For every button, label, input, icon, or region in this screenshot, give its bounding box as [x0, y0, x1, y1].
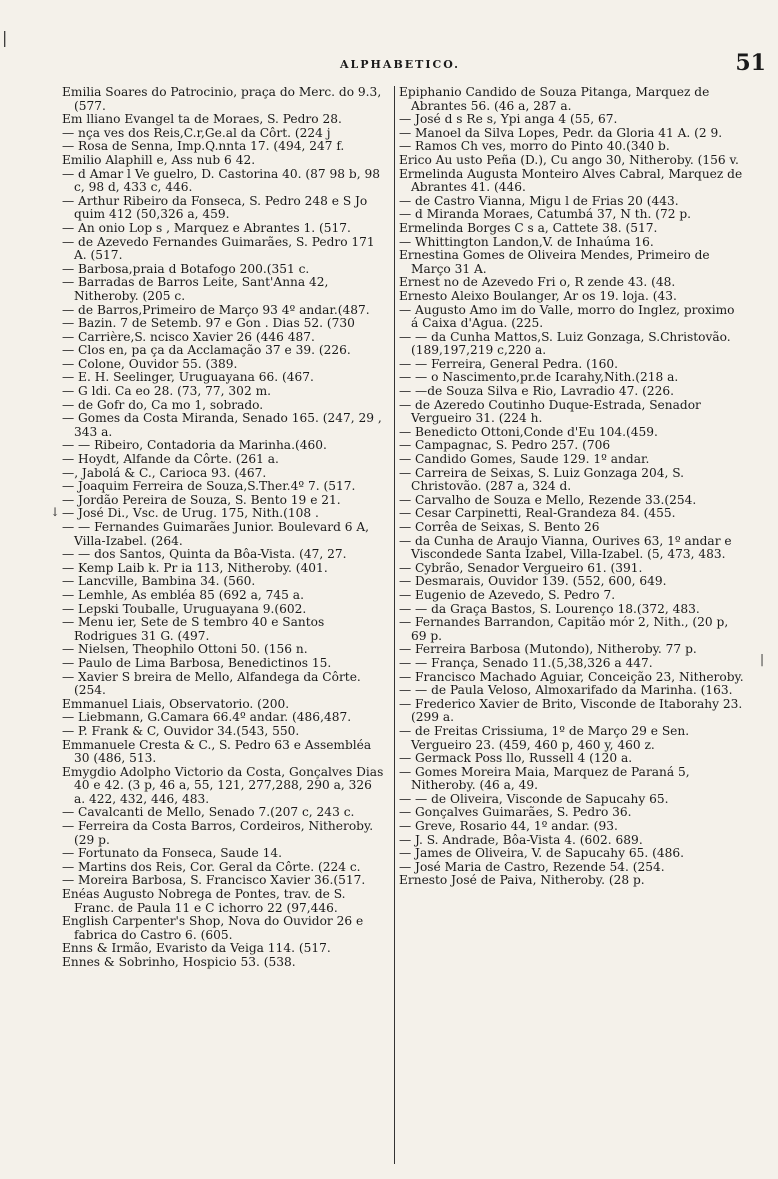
directory-entry: — Ferreira Barbosa (Mutondo), Nitheroby. 77 p.: [399, 642, 697, 657]
directory-entry: Ernesto Aleixo Boulanger, Ar os 19. loja. (43.: [399, 288, 677, 303]
directory-entry: — G ldi. Ca eo 28. (73, 77, 302 m.: [62, 384, 271, 399]
directory-entry: Emygdio Adolpho Victorio da Costa, Gonçalves Dias 40 e 42. (3 p, 46 a, 55, 121, 277,288, 290 a, 326 a. 422, 432, 446, 483.: [62, 764, 384, 806]
directory-entry: — Paulo de Lima Barbosa, Benedictinos 15.: [62, 655, 332, 670]
page-edge-mark: |: [2, 28, 8, 47]
directory-entry: — — Ferreira, General Pedra. (160.: [399, 356, 618, 371]
directory-entry: — José Maria de Castro, Rezende 54. (254.: [399, 859, 665, 874]
directory-entry: — Kemp Laib k. Pr ia 113, Nitheroby. (401.: [62, 560, 328, 575]
directory-entry: — Moreira Barbosa, S. Francisco Xavier 36.(517.: [62, 873, 366, 888]
directory-entry: Enns & Irmão, Evaristo da Veiga 114. (517.: [62, 941, 331, 956]
directory-entry: — E. H. Seelinger, Uruguayana 66. (467.: [62, 370, 314, 385]
directory-entry: — Ramos Ch ves, morro do Pinto 40.(340 b.: [399, 139, 670, 154]
directory-entry: — Carvalho de Souza e Mello, Rezende 33.(254.: [399, 492, 697, 507]
directory-entry: — — Fernandes Guimarães Junior. Boulevard 6 A, Villa-Izabel. (264.: [62, 520, 370, 548]
directory-entry: — Hoydt, Alfande da Côrte. (261 a.: [62, 452, 279, 467]
directory-entry: — Menu ier, Sete de S tembro 40 e Santos Rodrigues 31 G. (497.: [62, 615, 325, 643]
directory-entry: Emmanuel Liais, Observatorio. (200.: [62, 696, 290, 711]
directory-entry: — Ferreira da Costa Barros, Cordeiros, Nitheroby. (29 p.: [62, 819, 374, 847]
directory-entry: — Liebmann, G.Camara 66.4º andar. (486,487.: [62, 710, 352, 725]
directory-entry: — Francisco Machado Aguiar, Conceição 23, Nitheroby.: [399, 669, 744, 684]
directory-entry: — Rosa de Senna, Imp.Q.nnta 17. (494, 247 f.: [62, 139, 345, 154]
directory-entry: — d Miranda Moraes, Catumbá 37, N th. (72 p.: [399, 207, 692, 222]
directory-entry: — — de Oliveira, Visconde de Sapucahy 65.: [399, 791, 669, 806]
directory-entry: — Cybrão, Senador Vergueiro 61. (391.: [399, 560, 643, 575]
directory-entry: — Cavalcanti de Mello, Senado 7.(207 c, 243 c.: [62, 805, 355, 820]
directory-entry: — nça ves dos Reis,C.r,Ge.al da Côrt. (224 j: [62, 125, 331, 140]
directory-entry: — Colone, Ouvidor 55. (389.: [62, 356, 238, 371]
directory-entry: — — o Nascimento,pr.de Icarahy,Nith.(218 a.: [399, 370, 679, 385]
directory-entry: — Manoel da Silva Lopes, Pedr. da Gloria 41 A. (2 9.: [399, 125, 723, 140]
directory-entry: Erico Au usto Peña (D.), Cu ango 30, Nitheroby. (156 v.: [399, 152, 739, 167]
directory-entry: — P. Frank & C, Ouvidor 34.(543, 550.: [62, 723, 300, 738]
directory-entry: —, Jabolá & C., Carioca 93. (467.: [62, 465, 267, 480]
left-column: [62, 86, 384, 970]
directory-entry: — Carreira de Seixas, S. Luiz Gonzaga 204, S. Christovão. (287 a, 324 d.: [399, 465, 685, 494]
directory-entry: — Barbosa,praia d Botafogo 200.(351 c.: [62, 261, 310, 276]
directory-entry: — Gomes da Costa Miranda, Senado 165. (247, 29 , 343 a.: [62, 411, 382, 439]
directory-entry: — José d s Re s, Ypi anga 4 (55, 67.: [399, 112, 618, 127]
directory-entry: — Augusto Amo im do Valle, morro do Inglez, proximo á Caixa d'Agua. (225.: [399, 302, 735, 331]
directory-entry: English Carpenter's Shop, Nova do Ouvidor 26 e fabrica do Castro 6. (605.: [62, 914, 364, 942]
directory-entry: — de Azeredo Coutinho Duque-Estrada, Senador Vergueiro 31. (224 h.: [399, 397, 701, 426]
directory-entry: Em lliano Evangel ta de Moraes, S. Pedro 28.: [62, 112, 342, 127]
directory-entry: — Barradas de Barros Leite, Sant'Anna 42, Nitheroby. (205 c.: [62, 275, 329, 303]
directory-entry: — de Barros,Primeiro de Março 93 4º andar.(487.: [62, 302, 370, 317]
right-column: [399, 86, 745, 888]
directory-entry: — de Castro Vianna, Migu l de Frias 20 (443.: [399, 193, 679, 208]
directory-entry: — Germack Poss llo, Russell 4 (120 a.: [399, 751, 633, 766]
directory-entry: — de Azevedo Fernandes Guimarães, S. Pedro 171 A. (517.: [62, 234, 375, 263]
directory-entry: — Gonçalves Guimarães, S. Pedro 36.: [399, 805, 632, 820]
directory-entry: — Desmarais, Ouvidor 139. (552, 600, 649.: [399, 574, 667, 589]
directory-entry: — Cesar Carpinetti, Real-Grandeza 84. (455.: [399, 506, 676, 521]
directory-entry: Ermelinda Borges C s a, Cattete 38. (517.: [399, 220, 658, 235]
directory-entry: — da Cunha de Araujo Vianna, Ourives 63, 1º andar e Viscondede Santa Izabel, Villa-Izabel. (5, 473, 483.: [399, 533, 732, 562]
directory-entry: — — da Cunha Mattos,S. Luiz Gonzaga, S.Christovão. (189,197,219 c,220 a.: [399, 329, 731, 358]
directory-entry: — Jordão Pereira de Souza, S. Bento 19 e 21.: [62, 492, 341, 507]
directory-entry: — de Gofr do, Ca mo 1, sobrado.: [62, 397, 264, 412]
running-title: ALPHABETICO.: [340, 58, 461, 71]
page-edge-mark: |: [760, 652, 765, 666]
directory-entry: — Martins dos Reis, Cor. Geral da Côrte. (224 c.: [62, 859, 361, 874]
directory-entry: Emilio Alaphill e, Ass nub 6 42.: [62, 152, 256, 167]
directory-entry: — de Freitas Crissiuma, 1º de Março 29 e Sen. Vergueiro 23. (459, 460 p, 460 y, 460 z.: [399, 723, 690, 752]
directory-entry: — Whittington Landon,V. de Inhaúma 16.: [399, 234, 654, 249]
directory-entry: — José Di., Vsc. de Urug. 175, Nith.(108 .: [62, 506, 319, 521]
directory-entry: — Corrêa de Seixas, S. Bento 26: [399, 520, 600, 534]
directory-entry: — Lemhle, As embléa 85 (692 a, 745 a.: [62, 587, 304, 602]
directory-entry: — Gomes Moreira Maia, Marquez de Paraná 5, Nitheroby. (46 a, 49.: [399, 764, 690, 793]
directory-entry: — Carrière,S. ncisco Xavier 26 (446 487.: [62, 329, 315, 344]
directory-entry: — Bazin. 7 de Setemb. 97 e Gon . Dias 52. (730: [62, 316, 355, 331]
directory-entry: — — da Graça Bastos, S. Lourenço 18.(372, 483.: [399, 601, 700, 616]
directory-entry: — — dos Santos, Quinta da Bôa-Vista. (47, 27.: [62, 547, 347, 562]
directory-entry: — Nielsen, Theophilo Ottoni 50. (156 n.: [62, 642, 308, 657]
directory-entry: Enéas Augusto Nobrega de Pontes, trav. de S. Franc. de Paula 11 e C ichorro 22 (97,446.: [62, 887, 346, 915]
directory-entry: — An onio Lop s , Marquez e Abrantes 1. (517.: [62, 220, 351, 235]
directory-entry: — — Ribeiro, Contadoria da Marinha.(460.: [62, 438, 327, 453]
directory-entry: — Fernandes Barrandon, Capitão mór 2, Nith., (20 p, 69 p.: [399, 615, 729, 643]
directory-entry: Emilia Soares do Patrocinio, praça do Merc. do 9.3, (577.: [62, 85, 382, 113]
directory-entry: — J. S. Andrade, Bôa-Vista 4. (602. 689.: [399, 832, 643, 847]
directory-entry: — Joaquim Ferreira de Souza,S.Ther.4º 7. (517.: [62, 479, 356, 494]
page-edge-mark: ↓: [50, 505, 61, 519]
page-header: [60, 50, 766, 80]
directory-entry: — Xavier S breira de Mello, Alfandega da Côrte. (254.: [62, 669, 361, 698]
directory-entry: Ennes & Sobrinho, Hospicio 53. (538.: [62, 955, 296, 969]
directory-entry: Ernest no de Azevedo Fri o, R zende 43. (48.: [399, 275, 676, 290]
directory-entry: Epiphanio Candido de Souza Pitanga, Marquez de Abrantes 56. (46 a, 287 a.: [399, 85, 710, 113]
directory-entry: — Eugenio de Azevedo, S. Pedro 7.: [399, 587, 616, 602]
directory-entry: — —de Souza Silva e Rio, Lavradio 47. (226.: [399, 384, 675, 399]
directory-entry: — Clos en, pa ça da Acclamação 37 e 39. (226.: [62, 343, 351, 358]
directory-entry: — Lepski Touballe, Uruguayana 9.(602.: [62, 601, 307, 616]
directory-entry: — d Amar l Ve guelro, D. Castorina 40. (87 98 b, 98 c, 98 d, 433 c, 446.: [62, 166, 380, 195]
column-divider: [394, 86, 395, 1164]
directory-entry: — Greve, Rosario 44, 1º andar. (93.: [399, 819, 618, 834]
directory-entry: — Lancville, Bambina 34. (560.: [62, 574, 256, 589]
directory-entry: — Frederico Xavier de Brito, Visconde de Itaborahy 23. (299 a.: [399, 696, 743, 725]
directory-entry: — — França, Senado 11.(5,38,326 a 447.: [399, 655, 653, 670]
directory-entry: Ernesto José de Paiva, Nitheroby. (28 p.: [399, 873, 645, 888]
page-number: 51: [735, 50, 766, 76]
directory-entry: Ermelinda Augusta Monteiro Alves Cabral, Marquez de Abrantes 41. (446.: [399, 166, 743, 195]
directory-entry: — — de Paula Veloso, Almoxarifado da Marinha. (163.: [399, 683, 733, 698]
directory-entry: — Arthur Ribeiro da Fonseca, S. Pedro 248 e S Jo quim 412 (50,326 a, 459.: [62, 193, 368, 222]
directory-entry: — Benedicto Ottoni,Conde d'Eu 104.(459.: [399, 424, 658, 439]
directory-entry: — Candido Gomes, Saude 129. 1º andar.: [399, 452, 650, 467]
directory-entry: — Fortunato da Fonseca, Saude 14.: [62, 846, 282, 861]
directory-entry: — James de Oliveira, V. de Sapucahy 65. (486.: [399, 846, 685, 861]
directory-entry: Ernestina Gomes de Oliveira Mendes, Primeiro de Março 31 A.: [399, 248, 710, 276]
directory-entry: Emmanuele Cresta & C., S. Pedro 63 e Assembléa 30 (486, 513.: [62, 737, 372, 766]
directory-entry: — Campagnac, S. Pedro 257. (706: [399, 438, 611, 453]
